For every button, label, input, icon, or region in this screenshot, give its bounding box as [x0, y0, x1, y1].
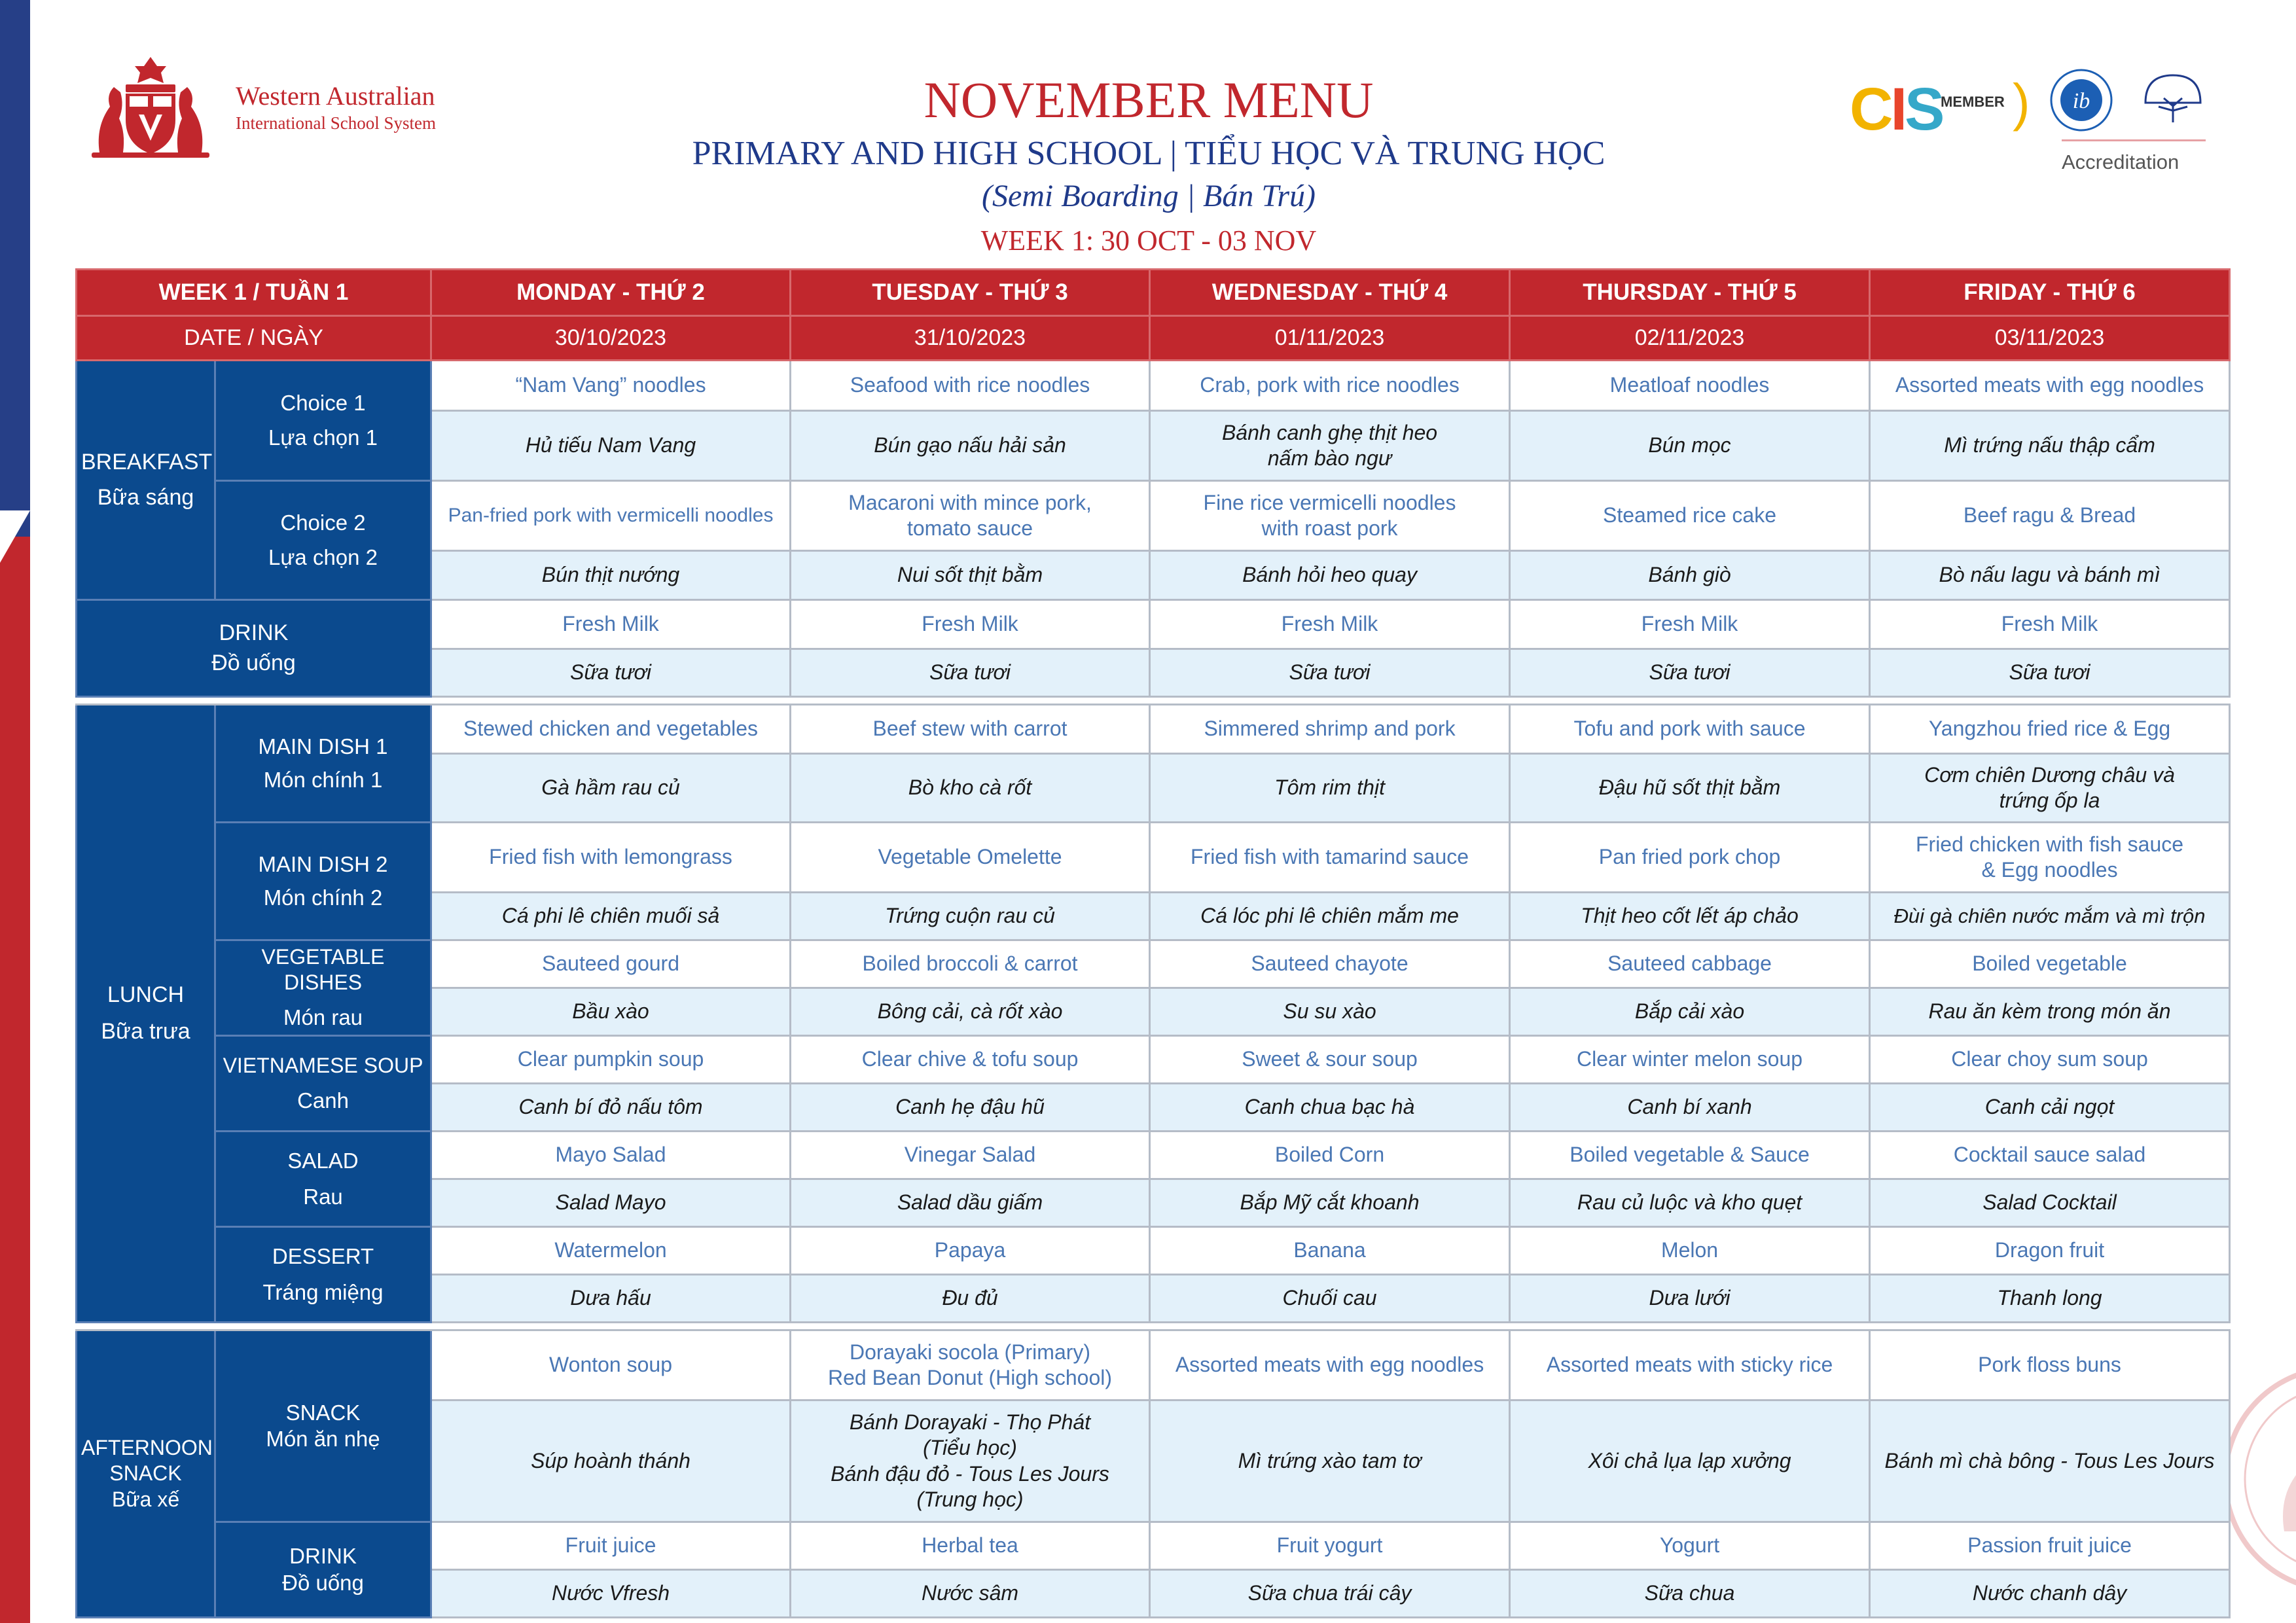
main2-label	[215, 823, 431, 940]
tue-snack-vi-line4: (Trung học)	[916, 1487, 1024, 1511]
dish-vi: Canh bí đỏ nấu tôm	[431, 1084, 791, 1132]
dish-vi: Nước Vfresh	[431, 1570, 791, 1618]
dish-en: Stewed chicken and vegetables	[431, 705, 791, 754]
breakfast-label	[77, 361, 215, 600]
dish-en: Fried chicken with fish sauce & Egg noodles	[1870, 823, 2230, 893]
dish-en: Mayo Salad	[431, 1132, 791, 1179]
date-cell: 31/10/2023	[791, 316, 1150, 361]
dish-vi: Bắp Mỹ cắt khoanh	[1150, 1179, 1510, 1227]
dish-vi: Nước chanh dây	[1870, 1570, 2230, 1618]
dish-en: Sauteed gourd	[431, 940, 791, 988]
dish-en: Tofu and pork with sauce	[1510, 705, 1870, 754]
dish-en: Clear choy sum soup	[1870, 1036, 2230, 1084]
dish-en: Pan fried pork chop	[1510, 823, 1870, 893]
afternoon-snack-label	[77, 1330, 215, 1618]
snack-drink-label	[215, 1522, 431, 1618]
dish-vi: Bún gạo nấu hải sản	[791, 411, 1150, 481]
dish-en: Macaroni with mince pork, tomato sauce	[791, 481, 1150, 551]
lunch-dessert-en-row	[77, 1227, 2230, 1275]
soup-label-vi: Canh	[297, 1088, 349, 1113]
dessert-label-vi: Tráng miệng	[262, 1279, 384, 1304]
day-header: FRIDAY - THỨ 6	[1870, 270, 2230, 316]
school-logo	[79, 49, 484, 167]
tue-snack-vi-line2: (Tiểu học)	[923, 1436, 1017, 1460]
dish-en: Papaya	[791, 1227, 1150, 1275]
section-gap	[77, 697, 2230, 705]
dish-en: Passion fruit juice	[1870, 1522, 2230, 1570]
dish-en: Simmered shrimp and pork	[1150, 705, 1510, 754]
drink-label-en: DRINK	[219, 620, 289, 646]
snack-en-row	[77, 1330, 2230, 1400]
dish-vi: Súp hoành thánh	[431, 1400, 791, 1522]
dish-en: Banana	[1150, 1227, 1510, 1275]
dish-en: Fresh Milk	[1150, 600, 1510, 649]
salad-label-vi: Rau	[303, 1184, 343, 1209]
main1-label-en: MAIN DISH 1	[258, 734, 388, 759]
breakfast-choice2-en-row	[77, 481, 2230, 551]
cis-member-label: MEMBER	[1941, 94, 2005, 110]
cis-bracket-icon: )	[2013, 73, 2030, 132]
drink-label-vi: Đồ uống	[211, 650, 296, 675]
date-label: DATE / NGÀY	[77, 316, 431, 361]
dish-en: Clear pumpkin soup	[431, 1036, 791, 1084]
menu-title: NOVEMBER MENU	[924, 71, 1374, 128]
dish-vi: Sữa tươi	[1150, 649, 1510, 697]
dish-en: Boiled Corn	[1150, 1132, 1510, 1179]
weekly-menu-table	[75, 268, 2231, 1618]
dish-en: Beef ragu & Bread	[1870, 481, 2230, 551]
dish-vi: Bún mọc	[1510, 411, 1870, 481]
menu-subtitle: PRIMARY AND HIGH SCHOOL | TIỂU HỌC VÀ TRUNG HỌC	[692, 135, 1605, 172]
dish-vi: Bò kho cà rốt	[791, 754, 1150, 823]
svg-text:ib: ib	[2072, 89, 2090, 113]
dish-vi: Thịt heo cốt lết áp chảo	[1510, 893, 1870, 940]
lunch-salad-en-row	[77, 1132, 2230, 1179]
dish-vi: Hủ tiếu Nam Vang	[431, 411, 791, 481]
choice1-label-vi: Lựa chọn 1	[268, 425, 378, 450]
afternoon-label-1: AFTERNOON	[81, 1436, 213, 1460]
snack-label	[215, 1330, 431, 1522]
dish-vi: Đu đủ	[791, 1275, 1150, 1323]
dish-vi: Rau ăn kèm trong món ăn	[1870, 988, 2230, 1036]
snack-label-vi: Món ăn nhẹ	[266, 1427, 380, 1451]
snack-drink-label-vi: Đồ uống	[282, 1570, 364, 1595]
main1-label	[215, 705, 431, 823]
dish-vi: Salad Mayo	[431, 1179, 791, 1227]
school-name-line1: Western Australian	[236, 81, 435, 111]
dish-en: Fruit juice	[431, 1522, 791, 1570]
dish-vi: Bánh mì chà bông - Tous Les Jours	[1870, 1400, 2230, 1522]
dessert-label	[215, 1227, 431, 1323]
dish-en: Clear winter melon soup	[1510, 1036, 1870, 1084]
date-cell: 02/11/2023	[1510, 316, 1870, 361]
snack-drink-label-en: DRINK	[289, 1544, 357, 1569]
dish-en: Yogurt	[1510, 1522, 1870, 1570]
dish-en: Herbal tea	[791, 1522, 1150, 1570]
dish-vi: Tôm rim thịt	[1150, 754, 1510, 823]
dish-vi: Bánh canh ghẹ thịt heo nấm bào ngư	[1150, 411, 1510, 481]
choice2-label-en: Choice 2	[280, 510, 366, 535]
dish-en: Seafood with rice noodles	[791, 361, 1150, 411]
breakfast-drink-label	[77, 600, 431, 697]
dish-vi: Canh bí xanh	[1510, 1084, 1870, 1132]
dish-en: Wonton soup	[431, 1330, 791, 1400]
dish-vi: Nước sâm	[791, 1570, 1150, 1618]
lunch-label-vi: Bữa trưa	[101, 1018, 190, 1044]
ib-logo-icon	[2049, 67, 2114, 133]
salad-label-en: SALAD	[287, 1149, 359, 1173]
left-stripe-divider	[0, 510, 30, 563]
day-header: WEDNESDAY - THỨ 4	[1150, 270, 1510, 316]
dish-vi: Canh chua bạc hà	[1150, 1084, 1510, 1132]
dish-en: Watermelon	[431, 1227, 791, 1275]
dish-en: Fresh Milk	[1510, 600, 1870, 649]
main2-label-vi: Món chính 2	[263, 885, 383, 910]
dish-vi: Sữa tươi	[1510, 649, 1870, 697]
salad-label	[215, 1132, 431, 1227]
dish-en: Boiled vegetable & Sauce	[1510, 1132, 1870, 1179]
cis-logo: CIS	[1850, 76, 1943, 143]
lunch-veg-en-row	[77, 940, 2230, 988]
lunch-main1-en-row	[77, 705, 2230, 754]
dish-en: Assorted meats with egg noodles	[1870, 361, 2230, 411]
dish-vi: Sữa tươi	[791, 649, 1150, 697]
dish-en: Yangzhou fried rice & Egg	[1870, 705, 2230, 754]
dish-vi: Bò nấu lagu và bánh mì	[1870, 551, 2230, 600]
dish-vi: Bánh giò	[1510, 551, 1870, 600]
lunch-label	[77, 705, 215, 1323]
dish-vi: Cơm chiên Dương châu và trứng ốp la	[1870, 754, 2230, 823]
afternoon-label-vi: Bữa xế	[111, 1487, 180, 1511]
accreditation-divider	[2062, 139, 2206, 141]
dish-vi: Chuối cau	[1150, 1275, 1510, 1323]
dish-en: Assorted meats with sticky rice	[1510, 1330, 1870, 1400]
date-cell: 30/10/2023	[431, 316, 791, 361]
school-crest-icon	[85, 54, 216, 162]
dish-en: Fruit yogurt	[1150, 1522, 1510, 1570]
dish-en: Fried fish with tamarind sauce	[1150, 823, 1510, 893]
lunch-soup-en-row	[77, 1036, 2230, 1084]
dish-vi: Mì trứng xào tam tơ	[1150, 1400, 1510, 1522]
day-header: TUESDAY - THỨ 3	[791, 270, 1150, 316]
dish-vi: Trứng cuộn rau củ	[791, 893, 1150, 940]
dish-vi: Rau củ luộc và kho quẹt	[1510, 1179, 1870, 1227]
dish-en: Crab, pork with rice noodles	[1150, 361, 1510, 411]
dish-vi: Nui sốt thịt bằm	[791, 551, 1150, 600]
dish-en: Beef stew with carrot	[791, 705, 1150, 754]
menu-subtitle-boarding: (Semi Boarding | Bán Trú)	[981, 179, 1316, 213]
date-header-row	[77, 316, 2230, 361]
breakfast-drink-en-row	[77, 600, 2230, 649]
dish-en: Pork floss buns	[1870, 1330, 2230, 1400]
dish-vi: Sữa chua trái cây	[1150, 1570, 1510, 1618]
gap-cell	[77, 1323, 2230, 1330]
dessert-label-en: DESSERT	[272, 1244, 374, 1269]
dish-vi: Cá lóc phi lê chiên mắm me	[1150, 893, 1510, 940]
soup-label	[215, 1036, 431, 1132]
day-header: MONDAY - THỨ 2	[431, 270, 791, 316]
dish-vi: Bún thịt nướng	[431, 551, 791, 600]
main1-label-vi: Món chính 1	[263, 767, 383, 792]
dish-vi: Đùi gà chiên nước mắm và mì trộn	[1870, 893, 2230, 940]
dish-en: Meatloaf noodles	[1510, 361, 1870, 411]
dish-en: Clear chive & tofu soup	[791, 1036, 1150, 1084]
dish-en: Fresh Milk	[431, 600, 791, 649]
tue-snack-vi-line1: Bánh Dorayaki - Thọ Phát	[849, 1410, 1091, 1435]
dish-en: Steamed rice cake	[1510, 481, 1870, 551]
choice2-label-vi: Lựa chọn 2	[268, 544, 378, 569]
dish-en: Fried fish with lemongrass	[431, 823, 791, 893]
accreditation-label: Accreditation	[2062, 151, 2179, 173]
dish-vi: Thanh long	[1870, 1275, 2230, 1323]
breakfast-choice1-label	[215, 361, 431, 481]
dish-vi: Bắp cải xào	[1510, 988, 1870, 1036]
section-gap	[77, 1323, 2230, 1330]
dish-vi: Đậu hũ sốt thịt bằm	[1510, 754, 1870, 823]
afternoon-label-2: SNACK	[109, 1461, 182, 1486]
veg-label	[215, 940, 431, 1036]
dish-vi-tuesday-snack	[791, 1400, 1150, 1522]
school-name-line2: International School System	[236, 113, 436, 133]
dish-en: Fresh Milk	[791, 600, 1150, 649]
dish-en: Sauteed chayote	[1150, 940, 1510, 988]
dish-en: Fine rice vermicelli noodles with roast pork	[1150, 481, 1510, 551]
snack-drink-en-row	[77, 1522, 2230, 1570]
dish-en: Melon	[1510, 1227, 1870, 1275]
dish-vi: Su su xào	[1150, 988, 1510, 1036]
day-header-row	[77, 270, 2230, 316]
dish-vi: Canh hẹ đậu hũ	[791, 1084, 1150, 1132]
dish-en: Assorted meats with egg noodles	[1150, 1330, 1510, 1400]
snack-label-en: SNACK	[285, 1400, 361, 1425]
dish-vi: Bánh hỏi heo quay	[1150, 551, 1510, 600]
dish-vi: Sữa tươi	[1870, 649, 2230, 697]
week-label: WEEK 1 / TUẦN 1	[77, 270, 431, 316]
week-range: WEEK 1: 30 OCT - 03 NOV	[980, 224, 1317, 257]
dish-vi: Gà hầm rau củ	[431, 754, 791, 823]
dish-en-tuesday-snack	[791, 1330, 1150, 1400]
dish-vi: Bông cải, cà rốt xào	[791, 988, 1150, 1036]
lunch-label-en: LUNCH	[107, 982, 185, 1008]
dish-en: Dragon fruit	[1870, 1227, 2230, 1275]
tue-snack-en-line2: Red Bean Donut (High school)	[828, 1366, 1113, 1389]
dish-vi: Dưa hấu	[431, 1275, 791, 1323]
dish-en: Pan-fried pork with vermicelli noodles	[431, 481, 791, 551]
dish-vi: Canh cải ngọt	[1870, 1084, 2230, 1132]
dish-vi: Xôi chả lụa lạp xưởng	[1510, 1400, 1870, 1522]
accreditation-logos	[1839, 62, 2232, 187]
gap-cell	[77, 697, 2230, 705]
day-header: THURSDAY - THỨ 5	[1510, 270, 1870, 316]
choice1-label-en: Choice 1	[280, 391, 366, 416]
main2-label-en: MAIN DISH 2	[258, 852, 388, 877]
tue-snack-vi-line3: Bánh đậu đỏ - Tous Les Jours	[831, 1461, 1109, 1486]
dish-vi: Bầu xào	[431, 988, 791, 1036]
dish-en: Cocktail sauce salad	[1870, 1132, 2230, 1179]
soup-label-en: VIETNAMESE SOUP	[223, 1053, 423, 1077]
dish-vi: Salad dầu giấm	[791, 1179, 1150, 1227]
breakfast-choice1-en-row	[77, 361, 2230, 411]
dish-vi: Cá phi lê chiên muối sả	[431, 893, 791, 940]
veg-label-en: VEGETABLE DISHES	[261, 945, 385, 995]
date-cell: 03/11/2023	[1870, 316, 2230, 361]
left-stripe-blue	[0, 0, 30, 537]
dish-en: “Nam Vang” noodles	[431, 361, 791, 411]
tree-accreditation-icon	[2140, 70, 2206, 129]
dish-vi: Salad Cocktail	[1870, 1179, 2230, 1227]
dish-vi: Dưa lưới	[1510, 1275, 1870, 1323]
dish-vi: Sữa tươi	[431, 649, 791, 697]
dish-en: Boiled vegetable	[1870, 940, 2230, 988]
breakfast-label-en: BREAKFAST	[81, 450, 213, 475]
dish-vi: Sữa chua	[1510, 1570, 1870, 1618]
dish-en: Sweet & sour soup	[1150, 1036, 1510, 1084]
veg-label-vi: Món rau	[283, 1005, 363, 1030]
tue-snack-en-line1: Dorayaki socola (Primary)	[849, 1340, 1091, 1364]
dish-en: Boiled broccoli & carrot	[791, 940, 1150, 988]
dish-en: Sauteed cabbage	[1510, 940, 1870, 988]
dish-en: Vinegar Salad	[791, 1132, 1150, 1179]
breakfast-label-vi: Bữa sáng	[97, 484, 194, 510]
dish-en: Vegetable Omelette	[791, 823, 1150, 893]
lunch-main2-en-row	[77, 823, 2230, 893]
dish-en: Fresh Milk	[1870, 600, 2230, 649]
dish-vi: Mì trứng nấu thập cẩm	[1870, 411, 2230, 481]
breakfast-choice2-label	[215, 481, 431, 600]
date-cell: 01/11/2023	[1150, 316, 1510, 361]
left-stripe-red	[0, 537, 30, 1623]
